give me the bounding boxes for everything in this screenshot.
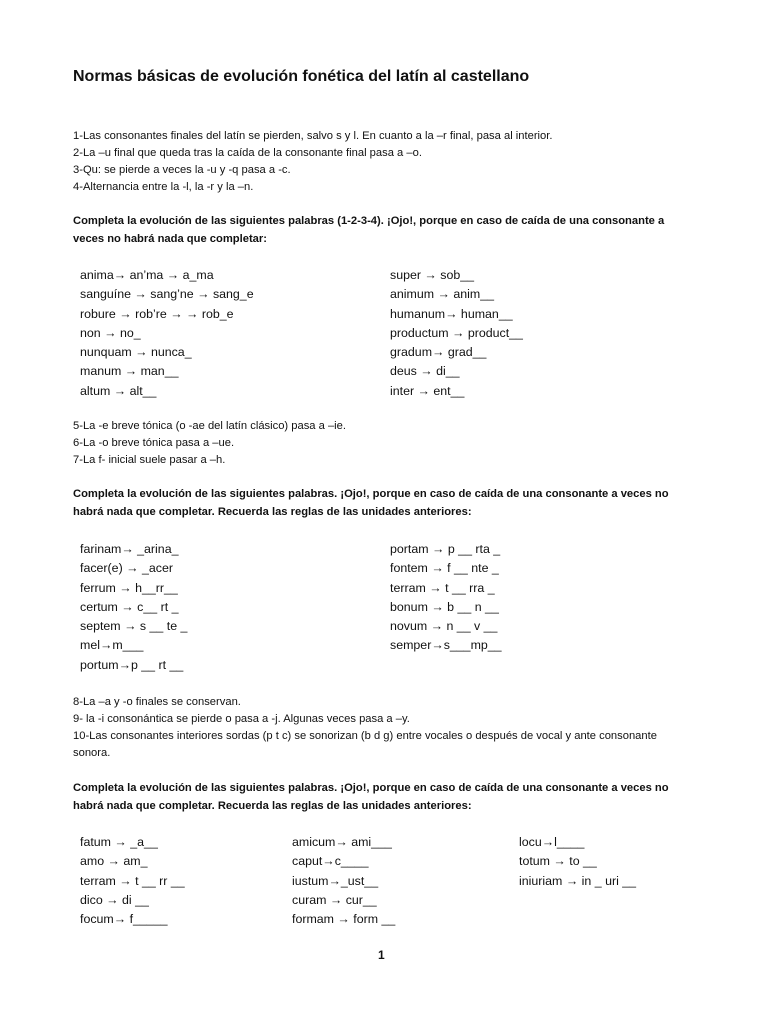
word-item: humanum→ human__ <box>390 306 513 321</box>
word-item: totum → to __ <box>519 854 597 869</box>
word-item: gradum→ grad__ <box>390 345 487 360</box>
word-item: caput→c____ <box>292 854 369 869</box>
word-item: iniuriam → in _ uri __ <box>519 873 637 888</box>
word-item: terram → t __ rr __ <box>80 873 185 888</box>
page-title: Normas básicas de evolución fonética del latín al castellano <box>73 68 530 85</box>
word-item: productum → product__ <box>390 325 523 340</box>
word-list-left-2 <box>80 540 187 675</box>
word-item: inter → ent__ <box>390 383 465 398</box>
word-item: altum → alt__ <box>80 383 157 398</box>
word-item: manum → man__ <box>80 364 179 379</box>
word-item: septem → s __ te _ <box>80 619 188 634</box>
word-item: amo → am_ <box>80 854 148 869</box>
word-item: novum → n __ v __ <box>390 619 498 634</box>
word-item: locu→l____ <box>519 835 585 849</box>
word-item: terram → t __ rra _ <box>390 580 495 595</box>
word-item: fontem → f __ nte _ <box>390 561 499 576</box>
exercise-instruction-3: Completa la evolución de las siguientes palabras. ¡Ojo!, porque en caso de caída de una consonante a veces no habrá nada que completar. Recuerda las reglas de las unidades anteriores: <box>73 782 669 812</box>
word-item: amicum→ ami___ <box>292 835 392 849</box>
word-item: portum→p __ rt __ <box>80 657 184 672</box>
word-list-left-1 <box>80 266 254 401</box>
rules-list-3 <box>73 694 693 762</box>
word-item: mel→m___ <box>80 638 144 653</box>
word-item: super → sob__ <box>390 268 475 282</box>
rule-item: 3-Qu: se pierde a veces la -u y -q pasa a -c. <box>73 164 291 176</box>
rule-item: 7-La f- inicial suele pasar a –h. <box>73 454 226 466</box>
rule-item: 8-La –a y -o finales se conservan. <box>73 696 241 708</box>
rule-item: 2-La –u final que queda tras la caída de la consonante final pasa a –o. <box>73 147 422 159</box>
word-item: semper→s___mp__ <box>390 638 502 653</box>
word-item: nunquam → nunca_ <box>80 345 192 360</box>
rule-item: 1-Las consonantes finales del latín se pierden, salvo s y l. En cuanto a la –r final, pasa al interior. <box>73 130 553 142</box>
rules-list-1 <box>73 128 552 196</box>
word-item: dico → di __ <box>80 892 149 907</box>
rule-item: 5-La -e breve tónica (o -ae del latín clásico) pasa a –ie. <box>73 420 347 432</box>
word-item: facer(e) → _acer <box>80 561 173 576</box>
exercise-instruction-1: Completa la evolución de las siguientes palabras (1-2-3-4). ¡Ojo!, porque en caso de caída de una consonante a veces no habrá nada que completar: <box>73 215 665 245</box>
word-item: portam → p __ rta _ <box>390 542 501 556</box>
word-list-col2-3 <box>292 833 395 929</box>
word-item: ferrum → h__rr__ <box>80 580 178 595</box>
word-item: bonum → b __ n __ <box>390 599 499 614</box>
rule-item: 10-Las consonantes interiores sordas (p t c) se sonorizan (b d g) entre vocales o después de vocal y ante consonante sonora. <box>73 730 657 759</box>
word-item: formam → form __ <box>292 912 396 927</box>
word-list-right-1 <box>390 266 523 401</box>
word-item: robure → rob’re → → rob_e <box>80 306 234 321</box>
rule-item: 9- la -i consonántica se pierde o pasa a -j. Algunas veces pasa a –y. <box>73 713 410 725</box>
word-item: farinam→ _arina_ <box>80 542 179 556</box>
word-item: iustum→_ust__ <box>292 873 379 888</box>
exercise-instruction-2: Completa la evolución de las siguientes palabras. ¡Ojo!, porque en caso de caída de una consonante a veces no habrá nada que completar. Recuerda las reglas de las unidades anteriores: <box>73 488 669 518</box>
word-item: anima→ an’ma → a_ma <box>80 268 214 282</box>
word-item: sanguíne → sang’ne → sang_e <box>80 287 254 302</box>
word-item: animum → anim__ <box>390 287 494 302</box>
word-item: focum→ f_____ <box>80 912 168 927</box>
word-item: non → no_ <box>80 325 141 340</box>
word-list-col1-3 <box>80 833 185 929</box>
rules-list-2 <box>73 418 346 469</box>
rule-item: 6-La -o breve tónica pasa a –ue. <box>73 437 235 449</box>
page-number: 1 <box>378 948 385 962</box>
word-item: deus → di__ <box>390 364 460 379</box>
word-item: certum → c__ rt _ <box>80 599 179 614</box>
rule-item: 4-Alternancia entre la -l, la -r y la –n. <box>73 181 254 193</box>
word-list-col3-3 <box>519 833 636 891</box>
word-item: curam → cur__ <box>292 892 377 907</box>
word-item: fatum → _a__ <box>80 835 158 849</box>
word-list-right-2 <box>390 540 502 656</box>
